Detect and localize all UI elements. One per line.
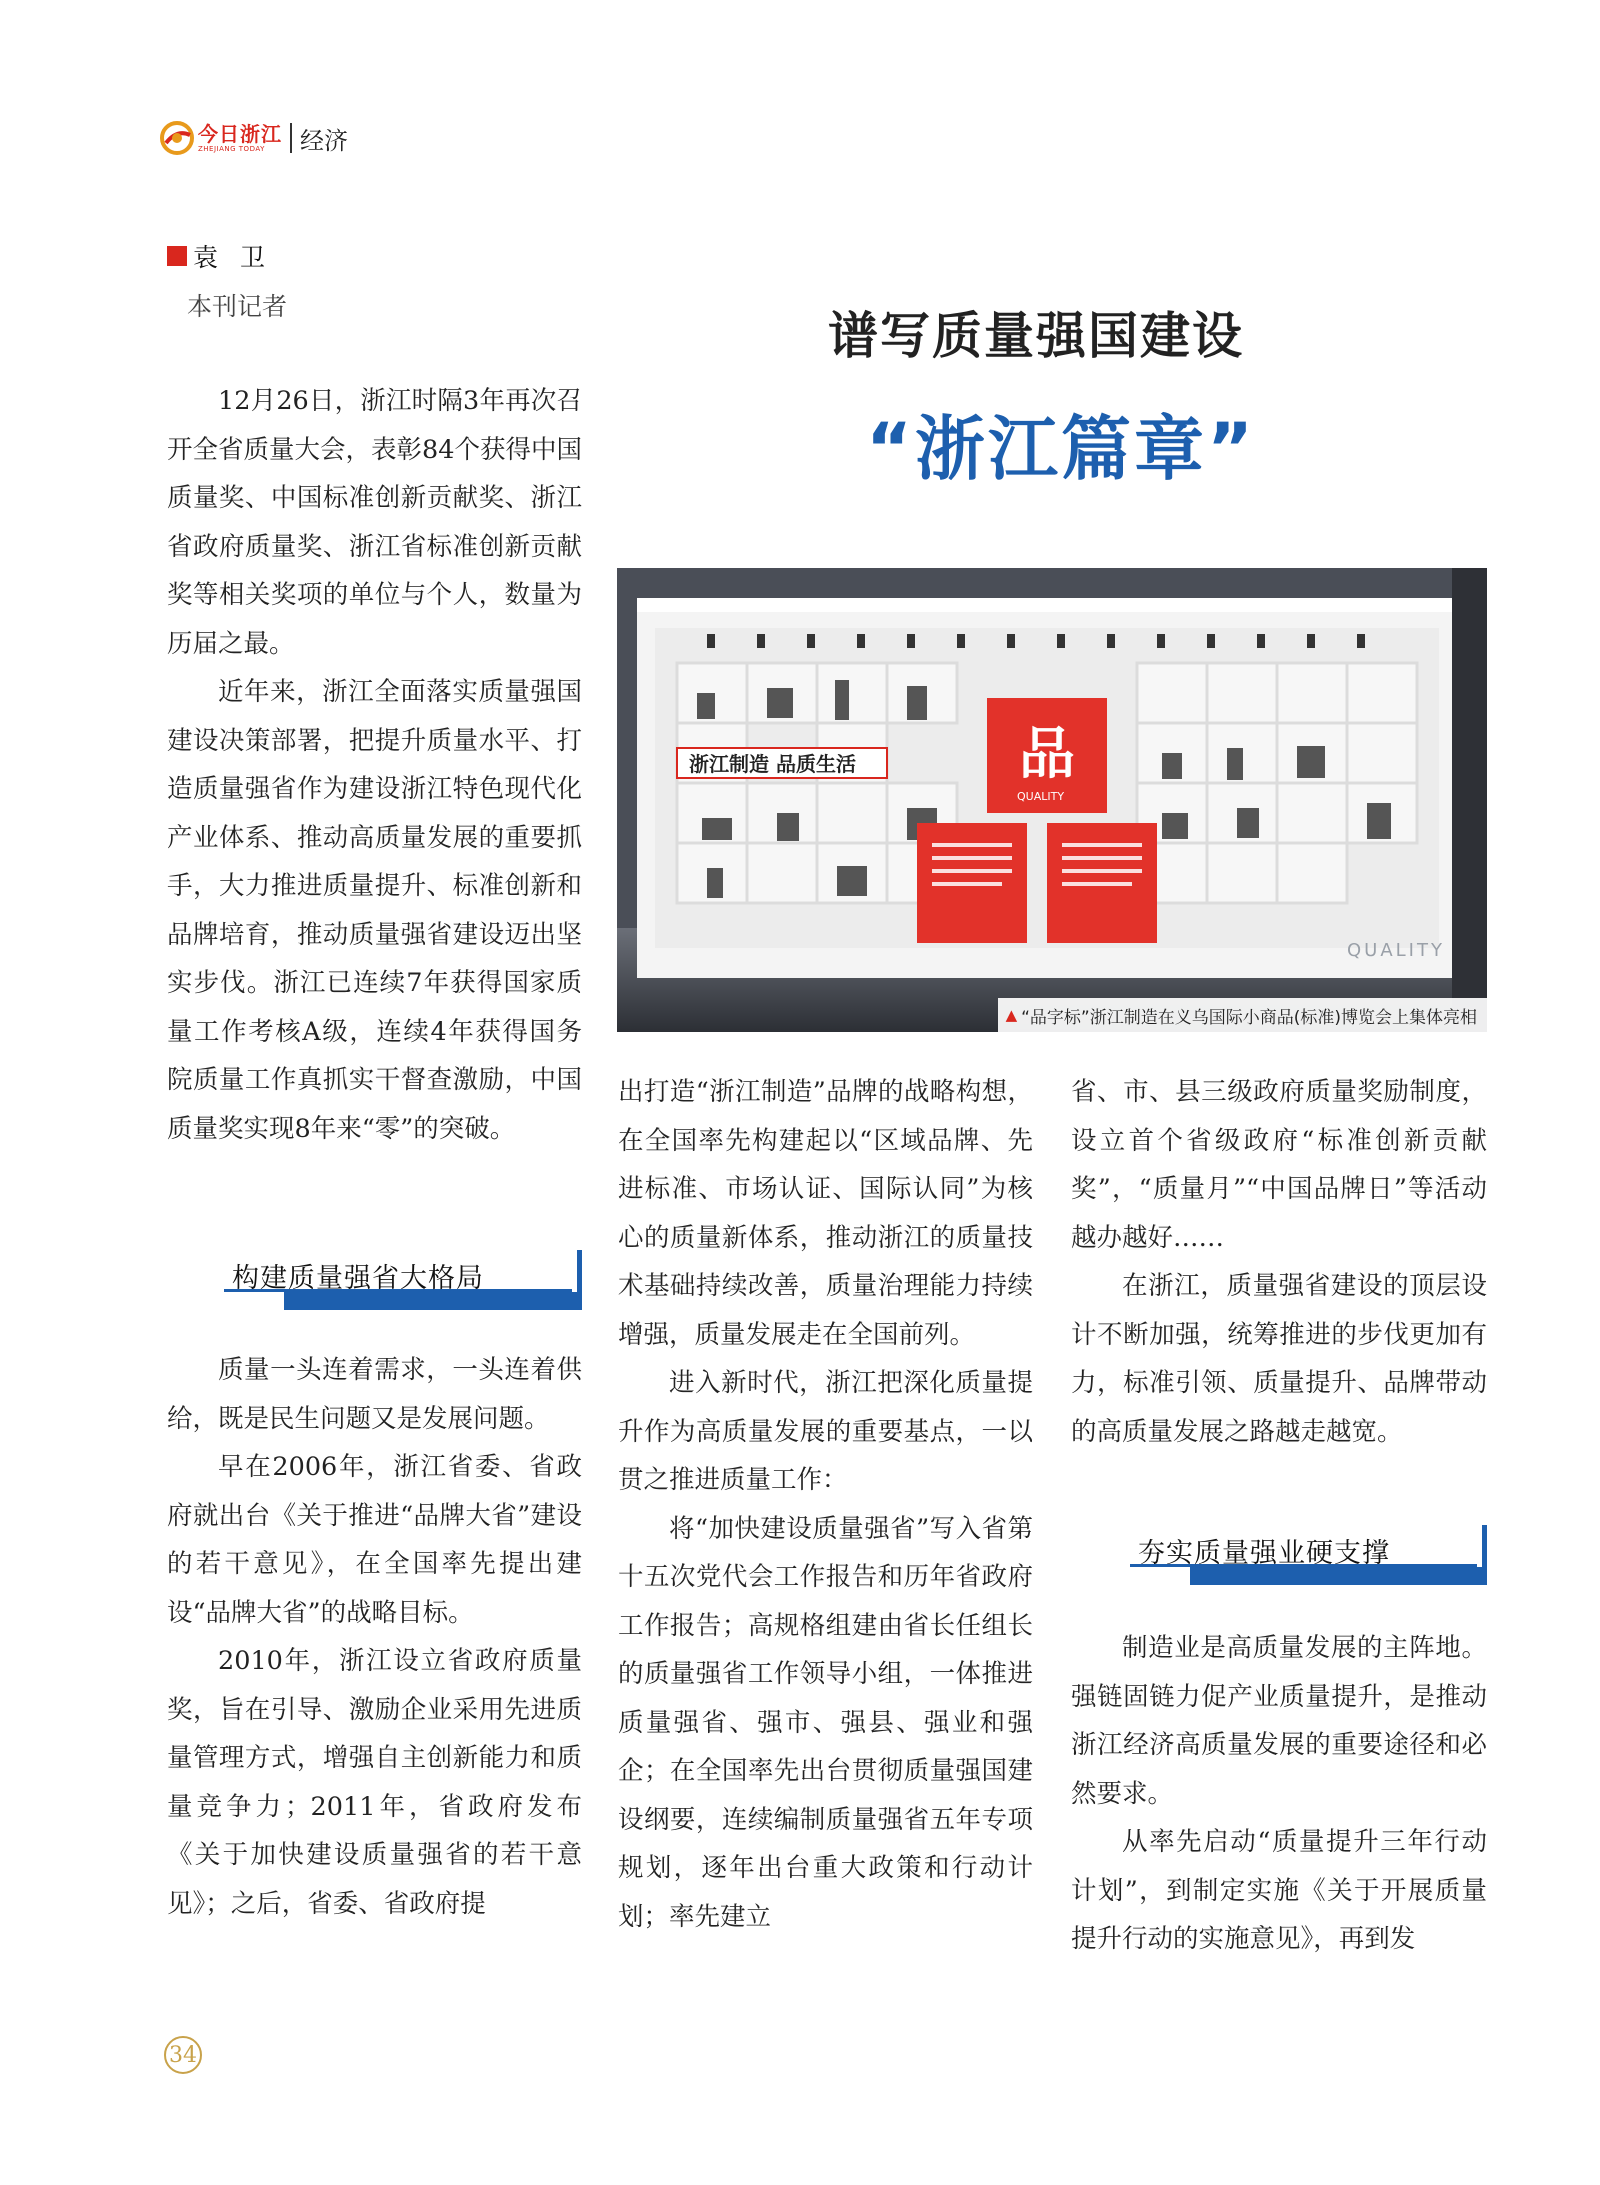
left-column-top — [167, 377, 582, 1153]
header-divider — [290, 123, 292, 153]
exhibition-photo-illustration — [617, 568, 1487, 1032]
paragraph: 制造业是高质量发展的主阵地。强链固链力促产业质量提升，是推动浙江经济高质量发展的重要途径和必然要求。 — [1071, 1633, 1487, 1809]
masthead — [160, 118, 348, 158]
section-label: 经济 — [300, 126, 348, 155]
section-heading-tick — [577, 1250, 582, 1310]
zhejiang-today-logo-icon — [160, 121, 194, 155]
caption-triangle-icon: ▲ — [1005, 1006, 1018, 1024]
logo-english: ZHEJIANG TODAY — [198, 144, 265, 153]
paragraph: 在浙江，质量强省建设的顶层设计不断加强，统筹推进的步伐更加有力，标准引领、质量提升、品牌带动的高质量发展之路越走越宽。 — [1071, 1271, 1487, 1447]
left-column-bottom — [167, 1346, 582, 1928]
paragraph: 将“加快建设质量强省”写入省第十五次党代会工作报告和历年省政府工作报告；高规格组建由省长任组长的质量强省工作领导小组，一体推进质量强省、强市、强县、强业和强企；在全国率先出台贯彻质量强国建设纲要，连续编制质量强省五年专项规划，逐年出台重大政策和行动计划；率先建立 — [618, 1513, 1033, 1932]
paragraph: 2010年，浙江设立省政府质量奖，旨在引导、激励企业采用先进质量管理方式，增强自主创新能力和质量竞争力；2011年，省政府发布《关于加快建设质量强省的若干意见》；之后，省委、省政府提 — [167, 1646, 582, 1919]
section-heading-tick — [1482, 1525, 1487, 1585]
author-name: 袁卫 — [193, 243, 288, 272]
photo-caption — [998, 998, 1487, 1032]
paragraph: 省、市、县三级政府质量奖励制度，设立首个省级政府“标准创新贡献奖”，“质量月”“中国品牌日”等活动越办越好…… — [1071, 1077, 1487, 1253]
page-number: 34 — [164, 2036, 202, 2074]
paragraph: 质量一头连着需求，一头连着供给，既是民生问题又是发展问题。 — [167, 1355, 582, 1434]
article-title-line1: 谱写质量强国建设 — [828, 307, 1244, 365]
paragraph: 近年来，浙江全面落实质量强国建设决策部署，把提升质量水平、打造质量强省作为建设浙江特色现代化产业体系、推动高质量发展的重要抓手，大力推进质量提升、标准创新和品牌培育，推动质量强省建设迈出坚实步伐。浙江已连续7年获得国家质量工作考核A级，连续4年获得国务院质量工作真抓实干督查激励，中国质量奖实现8年来“零”的突破。 — [167, 677, 582, 1144]
pinzibiao-sub-text: QUALITY — [1017, 790, 1065, 803]
logo-chinese: 今日浙江 — [198, 121, 282, 146]
booth-banner-text: 浙江制造 品质生活 — [689, 752, 856, 776]
byline-marker — [167, 246, 187, 266]
wall-quality-text: QUALITY — [1347, 940, 1445, 961]
pinzibiao-logo-text: 品 — [1019, 721, 1075, 787]
middle-column — [618, 1068, 1033, 1941]
paragraph: 早在2006年，浙江省委、省政府就出台《关于推进“品牌大省”建设的若干意见》，在全国率先提出建设“品牌大省”的战略目标。 — [167, 1452, 582, 1628]
paragraph: 进入新时代，浙江把深化质量提升作为高质量发展的重要基点，一以贯之推进质量工作： — [618, 1368, 1033, 1495]
paragraph: 12月26日，浙江时隔3年再次召开全省质量大会，表彰84个获得中国质量奖、中国标准创新贡献奖、浙江省政府质量奖、浙江省标准创新贡献奖等相关奖项的单位与个人，数量为历届之最。 — [167, 386, 582, 659]
right-column-bottom — [1071, 1624, 1487, 1964]
right-column-top — [1071, 1068, 1487, 1456]
paragraph: 出打造“浙江制造”品牌的战略构想，在全国率先构建起以“区域品牌、先进标准、市场认证、国际认同”为核心的质量新体系，推动浙江的质量技术基础持续改善，质量治理能力持续增强，质量发展走在全国前列。 — [618, 1077, 1033, 1350]
paragraph: 从率先启动“质量提升三年行动计划”，到制定实施《关于开展质量提升行动的实施意见》，再到发 — [1071, 1827, 1487, 1954]
section-heading-1-text: 构建质量强省大格局 — [232, 1263, 484, 1294]
exhibition-photo — [617, 568, 1487, 1032]
byline — [167, 238, 287, 274]
section-heading-2 — [1130, 1525, 1487, 1585]
logo-wordmark — [198, 121, 282, 153]
author-role: 本刊记者 — [187, 292, 288, 321]
article-title-line2: “浙江篇章” — [866, 408, 1257, 490]
section-heading-1 — [224, 1250, 582, 1310]
photo-caption-text: “品字标”浙江制造在义乌国际小商品(标准)博览会上集体亮相 — [1021, 1007, 1477, 1028]
section-heading-2-text: 夯实质量强业硬支撑 — [1138, 1538, 1390, 1569]
